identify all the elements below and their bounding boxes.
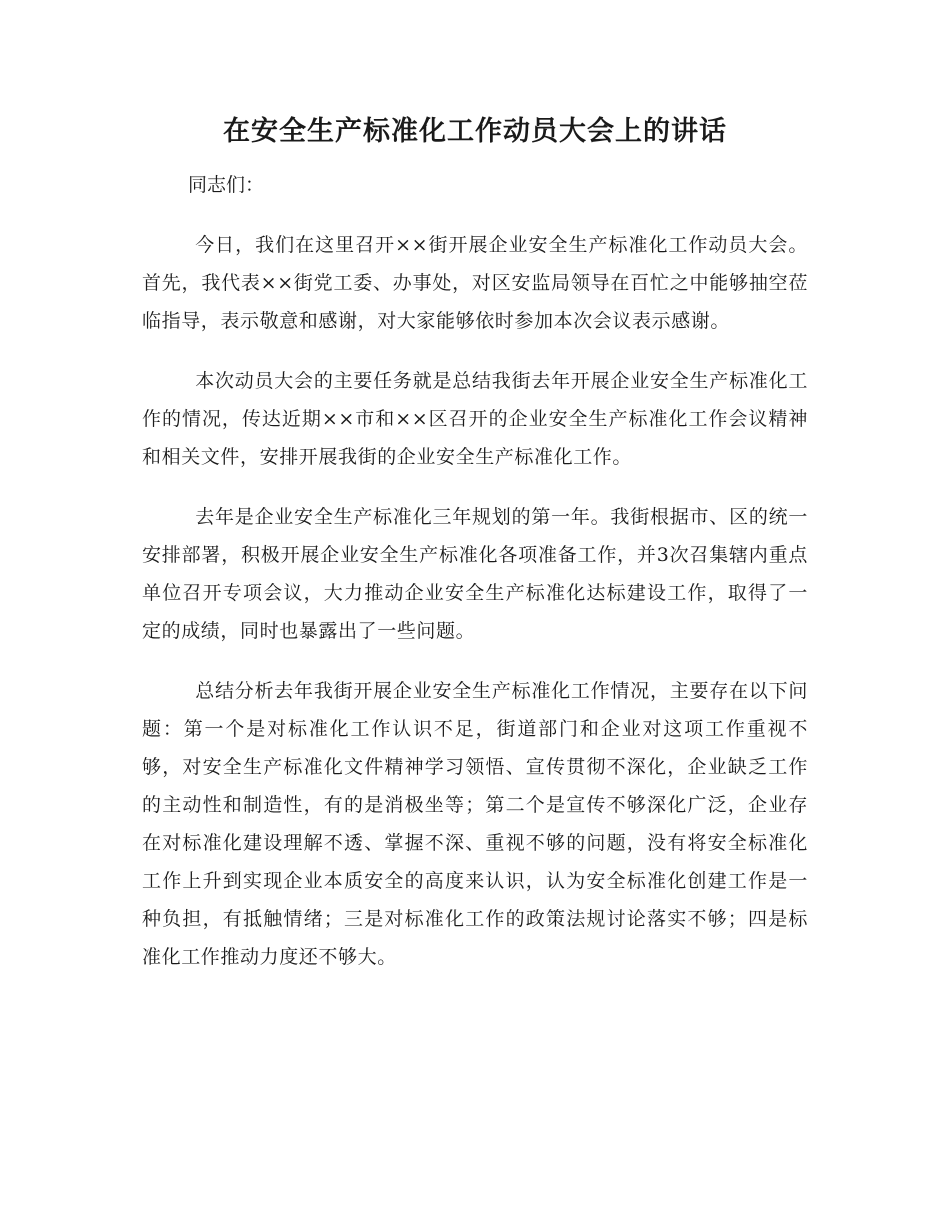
- document-body: [142, 166, 808, 998]
- paragraph-2: 本次动员大会的主要任务就是总结我街去年开展企业安全生产标准化工作的情况，传达近期××市和××区召开的企业安全生产标准化工作会议精神和相关文件，安排开展我街的企业安全生产标准化工作。: [142, 370, 808, 468]
- paragraph-1: 今日，我们在这里召开××街开展企业安全生产标准化工作动员大会。首先，我代表××街党工委、办事处，对区安监局领导在百忙之中能够抽空莅临指导，表示敬意和感谢，对大家能够依时参加本次会议表示感谢。: [142, 234, 808, 332]
- document-title: 在安全生产标准化工作动员大会上的讲话: [223, 116, 727, 147]
- paragraph-3: 去年是企业安全生产标准化三年规划的第一年。我街根据市、区的统一安排部署，积极开展企业安全生产标准化各项准备工作，并3次召集辖内重点单位召开专项会议，大力推动企业安全生产标准化达标建设工作，取得了一定的成绩，同时也暴露出了一些问题。: [142, 506, 808, 642]
- paragraph-4: 总结分析去年我街开展企业安全生产标准化工作情况，主要存在以下问题：第一个是对标准化工作认识不足，街道部门和企业对这项工作重视不够，对安全生产标准化文件精神学习领悟、宣传贯彻不深化，企业缺乏工作的主动性和制造性，有的是消极坐等；第二个是宣传不够深化广泛，企业存在对标准化建设理解不透、掌握不深、重视不够的问题，没有将安全标准化工作上升到实现企业本质安全的高度来认识，认为安全标准化创建工作是一种负担，有抵触情绪；三是对标准化工作的政策法规讨论落实不够；四是标准化工作推动力度还不够大。: [142, 680, 808, 968]
- salutation: 同志们：: [188, 174, 265, 196]
